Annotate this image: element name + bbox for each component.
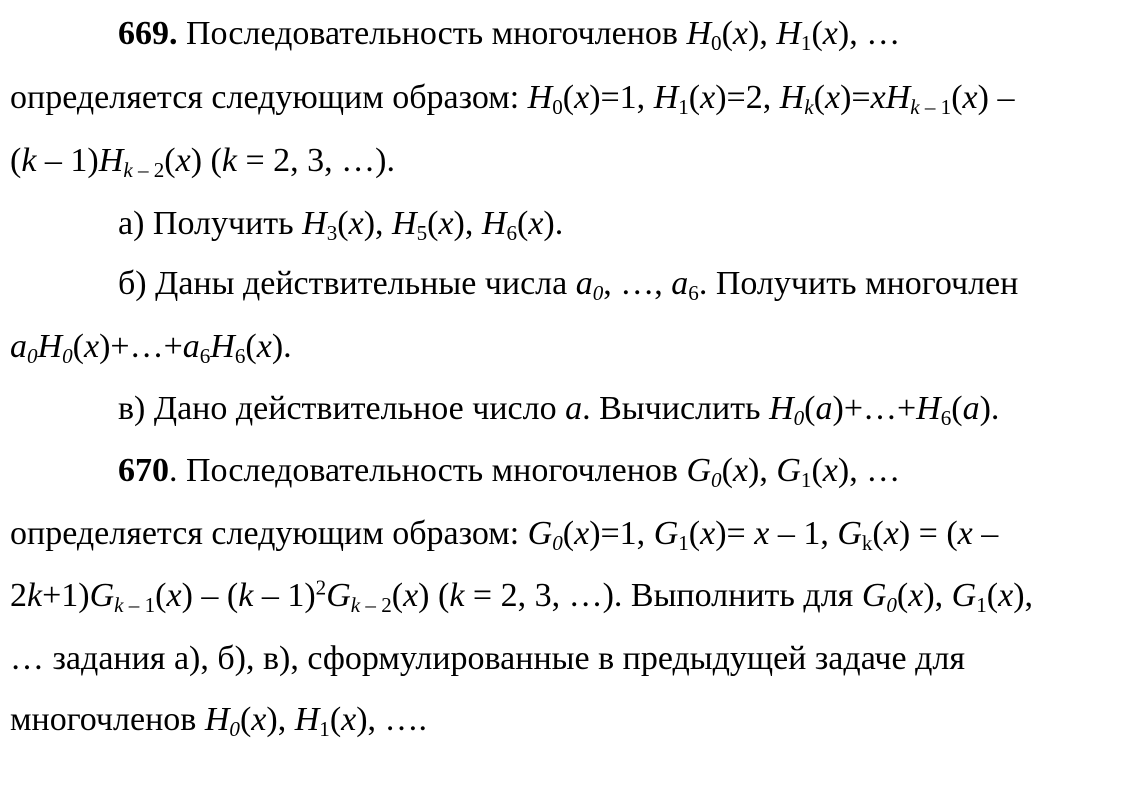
problem-669-task-b-formula-line (10, 327, 292, 367)
text-segment: x (824, 79, 841, 116)
text-segment: G (776, 452, 801, 489)
text-segment: – 2 (132, 157, 165, 182)
text-segment: x (732, 452, 749, 489)
text-segment: x (256, 328, 272, 365)
text-segment: ( (951, 390, 963, 427)
text-segment: – 1, (769, 515, 838, 552)
text-segment: G (653, 515, 679, 552)
text-segment: 2 (10, 577, 27, 614)
text-segment: x (957, 515, 973, 552)
text-segment: x (700, 515, 716, 552)
text-segment: 6 (688, 280, 699, 305)
text-segment: ( (872, 515, 884, 552)
text-segment: 0 (552, 94, 563, 119)
text-segment: многочленов (10, 701, 205, 738)
text-segment: в) Дано действительное число (118, 390, 566, 427)
text-segment: ), (453, 205, 482, 242)
problem-669-recurrence-line (10, 141, 395, 181)
text-segment: H (210, 328, 235, 365)
text-segment: ( (239, 701, 252, 738)
text-segment: 1 (678, 530, 689, 555)
text-segment: 0 (27, 343, 38, 368)
text-segment: – 1 (123, 592, 156, 617)
text-segment: = 2, 3, …). Выполнить для (464, 577, 862, 614)
text-segment: H (302, 205, 327, 242)
text-segment: x (528, 205, 544, 242)
text-segment: 0 (62, 343, 73, 368)
text-segment: ( (688, 515, 701, 552)
text-segment: a (182, 328, 200, 365)
text-segment: )=2, (715, 79, 780, 116)
text-segment: ( (896, 577, 909, 614)
text-segment: ( (164, 142, 176, 179)
text-segment: +1) (42, 577, 90, 614)
text-segment: 0 (711, 467, 722, 492)
text-segment: 1 (800, 467, 812, 492)
text-segment: ), (363, 205, 393, 242)
text-segment: x (574, 79, 590, 116)
problem-670-final-line (10, 700, 427, 740)
text-segment: 1 (319, 716, 330, 741)
text-segment: 1 (800, 30, 812, 55)
text-segment: ), … (837, 452, 901, 489)
text-segment: a (565, 390, 583, 427)
text-segment: k (861, 530, 873, 555)
problem-669-task-a-line (118, 204, 563, 244)
text-segment: x (962, 79, 978, 116)
text-segment: . Получить многочлен (698, 265, 1019, 302)
text-segment: ). (543, 205, 564, 242)
text-segment: – (972, 515, 999, 552)
text-segment: )= (840, 79, 871, 116)
text-segment: H (779, 79, 805, 116)
text-segment: 2 (315, 575, 327, 600)
text-segment: ( (155, 577, 167, 614)
text-segment: a (671, 265, 689, 302)
text-segment: H (686, 15, 712, 52)
text-segment: ). (979, 390, 1000, 427)
text-segment: 6 (506, 220, 517, 245)
text-segment: Последовательность многочленов (177, 15, 687, 52)
text-segment: H (769, 390, 794, 427)
text-segment: x (822, 452, 838, 489)
text-segment: ( (721, 15, 733, 52)
text-segment: k (221, 142, 237, 179)
text-segment: ( (10, 142, 22, 179)
text-segment: ( (804, 390, 816, 427)
text-segment: 1 (976, 592, 987, 617)
text-segment: ), … (837, 15, 901, 52)
text-segment: x (822, 15, 838, 52)
text-segment: G (89, 577, 115, 614)
text-segment: , …, (603, 265, 672, 302)
text-segment: H (204, 701, 230, 738)
text-segment: )+…+ (99, 328, 183, 365)
text-segment: 0 (886, 592, 897, 617)
problem-669-definition-line (10, 78, 1014, 118)
text-segment: H (527, 79, 553, 116)
text-segment: H (776, 15, 801, 52)
text-segment: 6 (234, 343, 246, 368)
text-segment: 669. (118, 15, 178, 52)
text-segment: k (910, 94, 920, 119)
text-segment: G (951, 577, 977, 614)
text-segment: ) ( (418, 577, 450, 614)
text-segment: 0 (229, 716, 240, 741)
text-segment: H (481, 205, 507, 242)
text-segment: ( (72, 328, 84, 365)
text-segment: 0 (592, 280, 604, 305)
problem-670-recurrence-line (10, 576, 1033, 616)
text-segment: ( (688, 79, 701, 116)
text-segment: . Последовательность многочленов (169, 452, 687, 489)
text-segment: x (574, 515, 590, 552)
text-segment: x (883, 515, 899, 552)
text-segment: 0 (793, 405, 805, 430)
text-segment: x (700, 79, 716, 116)
text-segment: )+…+ (832, 390, 917, 427)
text-segment: x (732, 15, 749, 52)
text-segment: ), …. (356, 701, 428, 738)
text-segment: H (294, 701, 320, 738)
text-segment: x (341, 701, 357, 738)
text-segment: определяется следующим образом: (10, 79, 528, 116)
text-segment: 5 (416, 220, 428, 245)
text-segment: ). (271, 328, 292, 365)
text-segment: 0 (711, 30, 722, 55)
text-segment: )= (715, 515, 755, 552)
text-segment: H (916, 390, 941, 427)
text-segment: ( (986, 577, 999, 614)
text-segment: k (804, 94, 814, 119)
text-segment: H (392, 205, 417, 242)
text-segment: = 2, 3, …). (236, 142, 395, 179)
text-segment: x (166, 577, 182, 614)
text-segment: k (114, 592, 124, 617)
text-segment: ( (516, 205, 529, 242)
text-segment: б) Даны действительные числа (118, 265, 576, 302)
text-segment: a (815, 390, 833, 427)
text-segment: k (449, 577, 465, 614)
text-segment: . Вычислить (582, 390, 770, 427)
text-segment: ), (923, 577, 952, 614)
text-segment: определяется следующим образом: (10, 515, 528, 552)
text-segment: – 1 (919, 94, 952, 119)
problem-670-heading-line (118, 451, 900, 491)
text-segment: ) – (977, 79, 1015, 116)
text-segment: – 1) (36, 142, 99, 179)
problem-669-task-c-line (118, 389, 999, 429)
text-segment: 6 (940, 405, 952, 430)
text-segment: x (83, 328, 100, 365)
text-segment: ), (1013, 577, 1034, 614)
text-segment: ( (813, 79, 825, 116)
text-segment: G (686, 452, 712, 489)
text-segment: G (326, 577, 351, 614)
text-segment: G (837, 515, 862, 552)
text-segment: a (575, 265, 593, 302)
text-segment: … задания а), б), в), сформулированные в предыдущей задаче для (10, 640, 966, 677)
text-segment: ( (562, 515, 575, 552)
text-segment: G (527, 515, 553, 552)
text-segment: ( (391, 577, 404, 614)
text-segment: ( (951, 79, 963, 116)
text-segment: – 2 (360, 592, 392, 617)
text-segment: G (861, 577, 887, 614)
text-segment: k (350, 592, 361, 617)
problem-669-task-b-line (118, 264, 1018, 304)
text-segment: 670 (118, 452, 169, 489)
text-segment: 6 (199, 343, 211, 368)
text-segment: x (438, 205, 454, 242)
text-segment: a (962, 390, 980, 427)
problem-669-heading-line (118, 14, 900, 54)
text-segment: )=1, (589, 515, 654, 552)
text-segment: x (403, 577, 419, 614)
text-segment: – 1) (253, 577, 316, 614)
text-segment: ( (811, 452, 823, 489)
text-segment: ( (337, 205, 349, 242)
text-segment: ( (721, 452, 733, 489)
problem-670-definition-line (10, 514, 998, 554)
text-segment: k (123, 157, 133, 182)
text-segment: a (10, 328, 27, 365)
text-segment: x (348, 205, 364, 242)
text-segment: x (175, 142, 191, 179)
text-segment: ( (329, 701, 342, 738)
text-segment: H (653, 79, 679, 116)
text-segment: x (754, 515, 770, 552)
text-segment: H (37, 328, 63, 365)
text-segment: 0 (552, 530, 563, 555)
text-segment: 1 (678, 94, 689, 119)
text-segment: 3 (326, 220, 338, 245)
text-segment: ), (748, 15, 777, 52)
text-segment: k (21, 142, 37, 179)
text-segment: x (998, 577, 1014, 614)
text-segment: ), (266, 701, 295, 738)
text-segment: а) Получить (118, 205, 303, 242)
text-segment: ), (748, 452, 777, 489)
text-segment: ( (245, 328, 257, 365)
text-segment: ( (427, 205, 439, 242)
text-segment: x (251, 701, 267, 738)
text-segment: ) ( (190, 142, 222, 179)
text-segment: xH (870, 79, 911, 116)
text-segment: k (27, 577, 43, 614)
text-segment: )=1, (589, 79, 654, 116)
text-segment: ) = ( (898, 515, 958, 552)
text-segment: ) – ( (181, 577, 239, 614)
text-segment: ( (811, 15, 823, 52)
text-segment: ( (562, 79, 575, 116)
text-segment: k (238, 577, 254, 614)
text-segment: x (908, 577, 924, 614)
text-segment: H (98, 142, 124, 179)
problem-670-tasks-line (10, 639, 965, 679)
